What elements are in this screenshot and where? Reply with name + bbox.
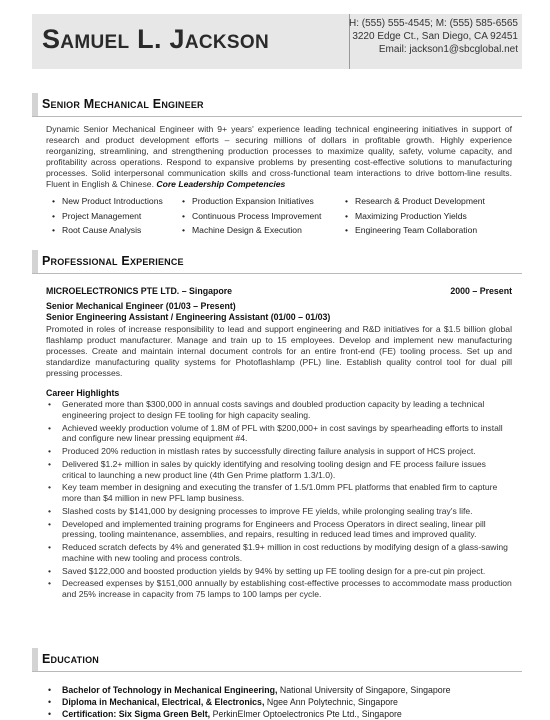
competency-item: • Research & Product Development	[345, 194, 485, 209]
competency-item: • Maximizing Production Yields	[345, 209, 485, 224]
degree: Bachelor of Technology in Mechanical Engineering,	[62, 685, 278, 695]
employer-line	[46, 286, 512, 296]
competency-item: • Project Management	[52, 209, 163, 224]
school: National University of Singapore, Singapore	[279, 685, 451, 695]
degree: Certification: Six Sigma Green Belt,	[62, 709, 211, 719]
list-item: • Decreased expenses by $151,000 annually by establishing cost-effective processes to accommodate mass production and 25% increase in capacity from 75 lamps to 100 lamps per cycle.	[46, 578, 512, 599]
phone-line: H: (555) 555-4545; M: (555) 585-6565	[349, 18, 518, 29]
section-tab	[32, 648, 38, 671]
list-item: • Achieved weekly production volume of 1.8M of PFL with $200,000+ in cost savings by spearheading efforts to install and configure new linear pressing equipment #4.	[46, 423, 512, 444]
school: PerkinElmer Optoelectronics Pte Ltd., Singapore	[212, 709, 402, 719]
competencies-column-1	[52, 194, 163, 238]
list-item: • Delivered $1.2+ million in sales by quickly identifying and resolving tooling design and FE process failure issues critical to launching a new product line (4th Gen Prime platform 1.3/1.0).	[46, 459, 512, 480]
list-item: • Generated more than $300,000 in annual costs savings and doubled production capacity by leading a technical engineering project to design FE tooling for high capacity sealing.	[46, 399, 512, 420]
role-title-1: Senior Mechanical Engineer (01/03 – Present)	[46, 301, 236, 311]
list-item: • Produced 20% reduction in mistlash rates by successfully directing failure analysis in support of HCS project.	[46, 446, 512, 457]
list-item	[46, 708, 451, 720]
list-item: • Saved $122,000 and boosted production yields by 94% by setting up FE tooling design for a pre-cut pin project.	[46, 566, 512, 577]
section-title: Senior Mechanical Engineer	[42, 97, 204, 111]
education-list	[46, 684, 451, 720]
summary-text: Dynamic Senior Mechanical Engineer with 9+ years' experience leading technical engineering initiatives in support of research and product development efforts – securing millions of dollars in profitable growth. Highly experience reorganizing, streamlining, and strengthening production processes to maximize quality, safety, volume capacity, and profitability across operations. Respond to expansive problems by presenting cost-effective solutions to manufacturing processes. Solid interpersonal communication skills and cross-functional team interactions to drive bottom-line results. Fluent in English & Chinese.	[46, 124, 512, 189]
competencies-column-2	[182, 194, 321, 238]
degree: Diploma in Mechanical, Electrical, & Electronics,	[62, 697, 265, 707]
list-item	[46, 684, 451, 696]
section-education-header	[32, 648, 522, 672]
school: Ngee Ann Polytechnic, Singapore	[266, 697, 398, 707]
section-tab	[32, 250, 38, 273]
competency-item: • Engineering Team Collaboration	[345, 223, 485, 238]
competency-item: • Machine Design & Execution	[182, 223, 321, 238]
section-tab	[32, 93, 38, 116]
career-highlights-label: Career Highlights	[46, 388, 120, 398]
competency-item: • New Product Introductions	[52, 194, 163, 209]
summary-paragraph	[46, 124, 512, 190]
list-item: • Key team member in designing and executing the transfer of 1.5/1.0mm PFL platforms that enabled firm to capture more than $4 million in new PFL lamp business.	[46, 482, 512, 503]
list-item	[46, 696, 451, 708]
competency-item: • Root Cause Analysis	[52, 223, 163, 238]
competencies-column-3	[345, 194, 485, 238]
employment-dates: 2000 – Present	[450, 286, 512, 296]
section-experience-header	[32, 250, 522, 274]
experience-description: Promoted in roles of increase responsibility to lead and support engineering and R&D initiatives for a $1.5 billion global flashlamp product manufacturer. Manage and train up to 15 employees. Develop and implement new manufacturing processes. Create and maintain internal document controls for an entire front-end (FE) tooling process. Set up and standardize manufacturing quality systems for Photoflashlamp (PFL) line. Establish quality control tool for dual pill pressing processes.	[46, 324, 512, 378]
contact-info	[349, 17, 518, 56]
address-line: 3220 Edge Ct., San Diego, CA 92451	[352, 31, 518, 42]
competency-item: • Production Expansion Initiatives	[182, 194, 321, 209]
career-highlights-list	[46, 399, 512, 602]
role-title-2: Senior Engineering Assistant / Engineering Assistant (01/00 – 01/03)	[46, 312, 331, 322]
section-title: Education	[42, 652, 99, 666]
email-line: Email: jackson1@sbcglobal.net	[378, 44, 518, 55]
list-item: • Slashed costs by $141,000 by designing processes to improve FE yields, while prolonging sealing tray's life.	[46, 506, 512, 517]
list-item: • Reduced scratch defects by 4% and generated $1.9+ million in cost reductions by modifying design of a glass-sawing machine with new tooling and process controls.	[46, 542, 512, 563]
competencies-label: Core Leadership Competencies	[156, 179, 286, 189]
employer-name: MICROELECTRONICS PTE LTD. – Singapore	[46, 286, 233, 296]
section-title: Professional Experience	[42, 254, 184, 268]
competency-item: • Continuous Process Improvement	[182, 209, 321, 224]
candidate-name: Samuel L. Jackson	[42, 24, 270, 54]
list-item: • Developed and implemented training programs for Engineers and Process Operators in direct sealing, linear pill pressing, tooling maintenance, assemblies, and repairs, resulting in reduced lead times and improved quality.	[46, 519, 512, 540]
section-summary-header	[32, 93, 522, 117]
